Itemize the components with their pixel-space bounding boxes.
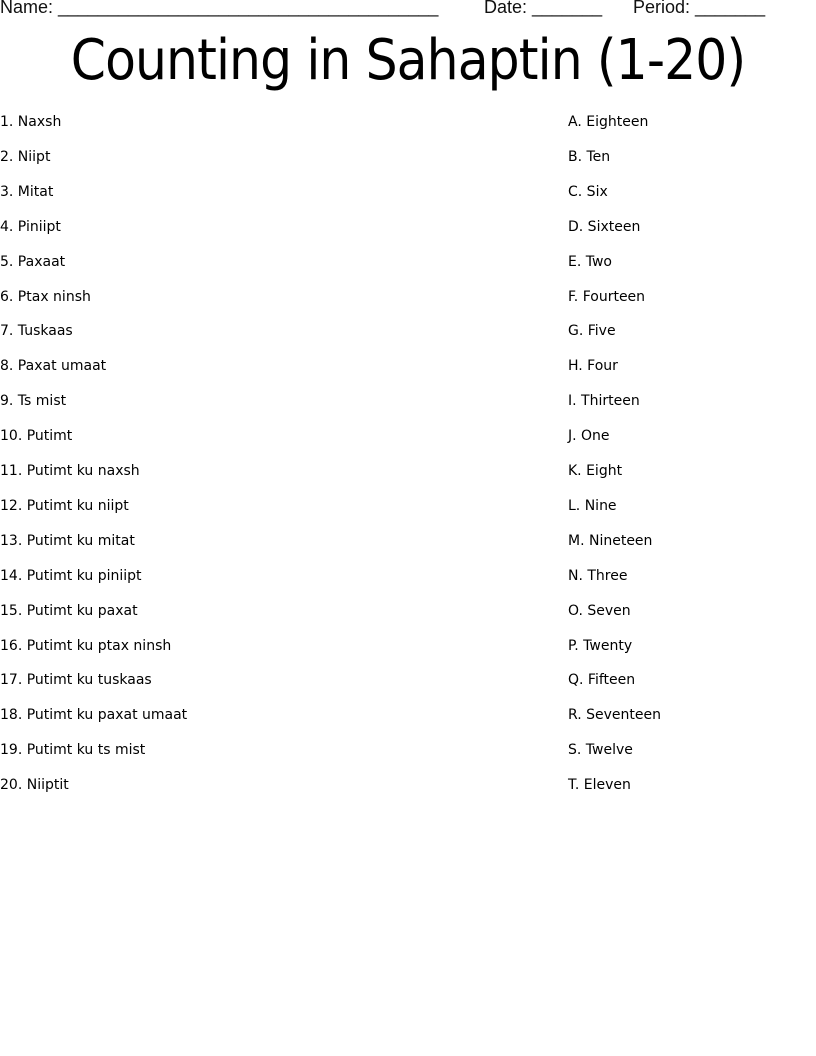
answer-item: F. Fourteen xyxy=(568,288,646,305)
question-item: 12. Putimt ku niipt xyxy=(0,497,129,514)
question-item: 16. Putimt ku ptax ninsh xyxy=(0,637,172,654)
period-field[interactable]: Period: _______ xyxy=(633,0,766,17)
answer-item: M. Nineteen xyxy=(568,532,653,549)
answer-item: H. Four xyxy=(568,358,618,375)
question-item: 10. Putimt xyxy=(0,428,73,445)
question-item: 19. Putimt ku ts mist xyxy=(0,742,146,759)
question-item: 15. Putimt ku paxat xyxy=(0,602,138,619)
answer-item: O. Seven xyxy=(568,602,631,619)
answer-item: C. Six xyxy=(568,183,608,200)
answer-item: G. Five xyxy=(568,323,616,340)
question-item: 6. Ptax ninsh xyxy=(0,288,91,305)
answer-item: E. Two xyxy=(568,253,612,270)
date-field[interactable]: Date: _______ xyxy=(484,0,603,17)
page-title: Counting in Sahaptin (1-20) xyxy=(70,28,746,93)
answer-item: I. Thirteen xyxy=(568,393,640,410)
question-item: 1. Naxsh xyxy=(0,114,62,130)
name-field[interactable]: Name: ______________________________________ xyxy=(0,0,439,17)
question-item: 13. Putimt ku mitat xyxy=(0,532,135,549)
question-item: 20. Niiptit xyxy=(0,777,69,794)
question-item: 17. Putimt ku tuskaas xyxy=(0,672,152,689)
question-item: 2. Niipt xyxy=(0,148,51,165)
question-item: 3. Mitat xyxy=(0,183,54,200)
answer-item: D. Sixteen xyxy=(568,218,641,235)
answer-item: J. One xyxy=(568,428,610,445)
question-item: 18. Putimt ku paxat umaat xyxy=(0,707,188,724)
answer-item: B. Ten xyxy=(568,148,611,165)
answer-item: Q. Fifteen xyxy=(568,672,636,689)
answer-item: A. Eighteen xyxy=(568,114,649,130)
question-item: 11. Putimt ku naxsh xyxy=(0,463,140,479)
question-item: 14. Putimt ku piniipt xyxy=(0,567,142,584)
answer-item: R. Seventeen xyxy=(568,707,661,724)
answer-item: N. Three xyxy=(568,567,628,584)
answer-item: L. Nine xyxy=(568,497,617,514)
answer-item: K. Eight xyxy=(568,463,623,479)
answer-item: P. Twenty xyxy=(568,637,633,654)
question-item: 7. Tuskaas xyxy=(0,323,73,340)
answer-item: S. Twelve xyxy=(568,742,633,759)
question-item: 5. Paxaat xyxy=(0,253,66,270)
question-item: 4. Piniipt xyxy=(0,218,61,235)
question-item: 8. Paxat umaat xyxy=(0,358,107,375)
question-item: 9. Ts mist xyxy=(0,393,67,410)
answer-item: T. Eleven xyxy=(568,777,631,794)
